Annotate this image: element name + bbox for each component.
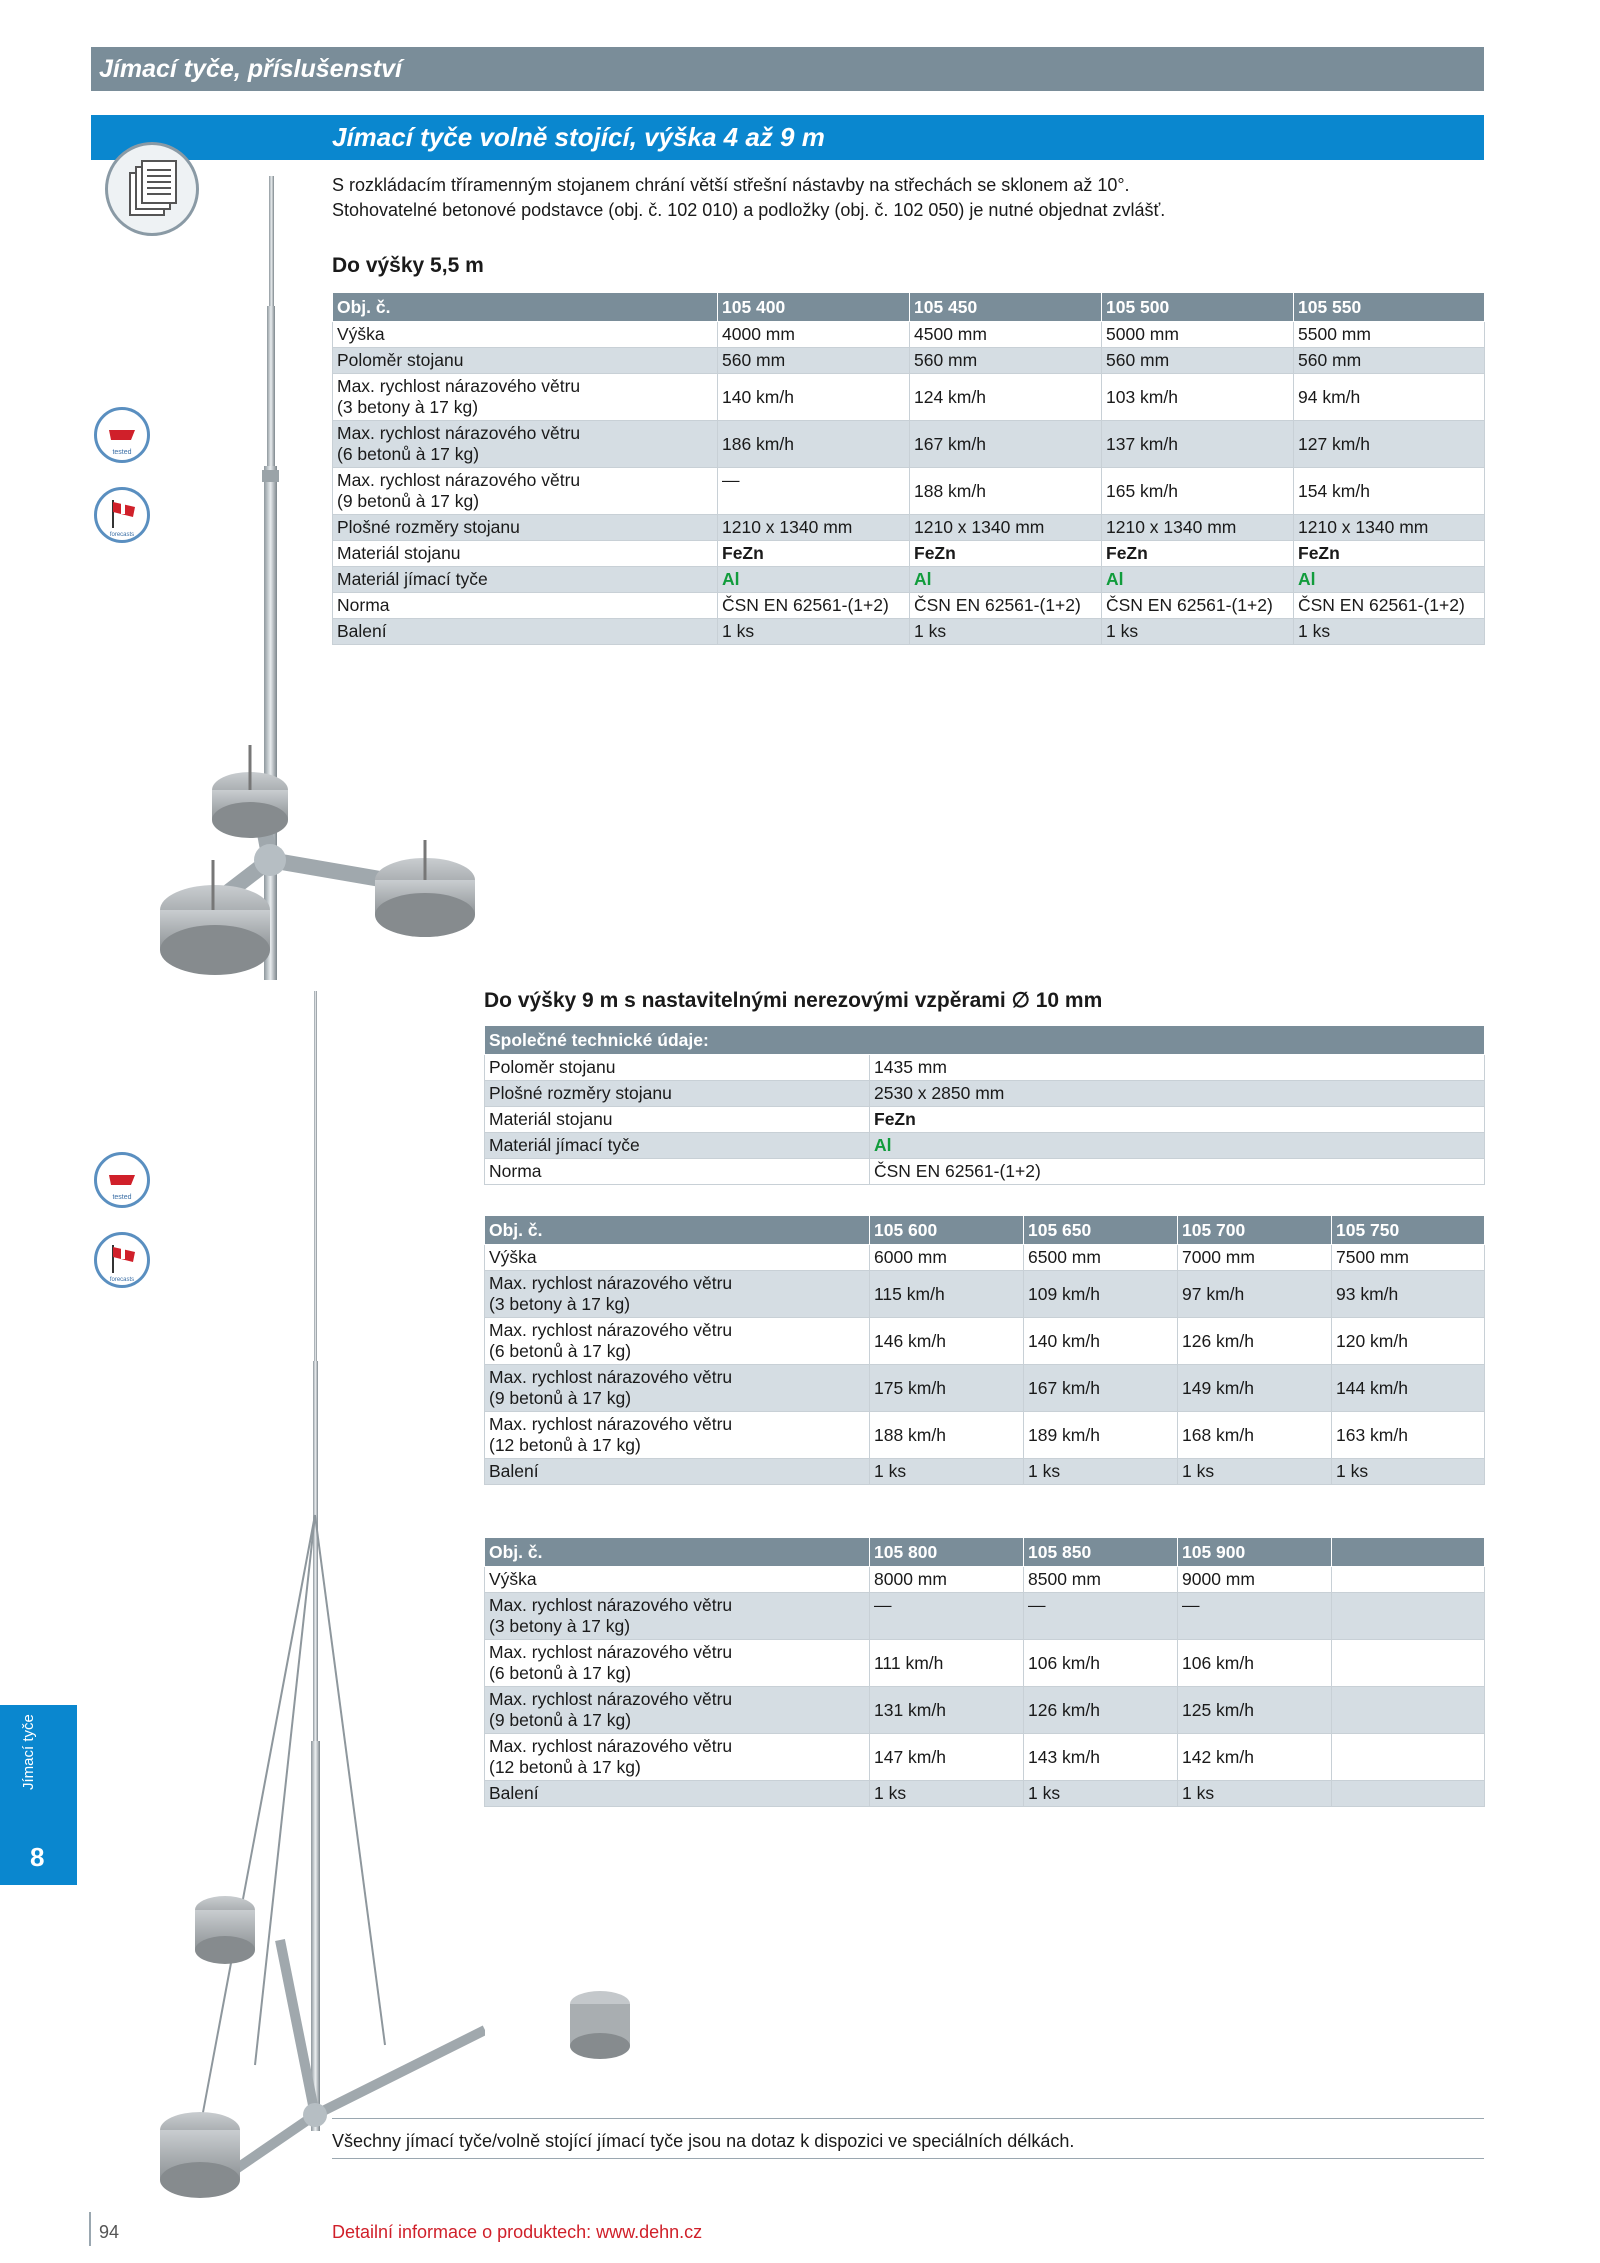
value-cell: 120 km/h <box>1332 1318 1485 1365</box>
value-cell <box>1332 1687 1485 1734</box>
windsock-badge-icon <box>94 1232 150 1288</box>
table-header-cell: 105 400 <box>718 293 910 322</box>
tested-badge-icon <box>94 407 150 463</box>
table-header-cell: 105 500 <box>1102 293 1294 322</box>
value-cell: 1210 x 1340 mm <box>718 515 910 541</box>
value-cell: — <box>1024 1593 1178 1640</box>
value-cell: 168 km/h <box>1178 1412 1332 1459</box>
table1-heading: Do výšky 5,5 m <box>332 254 484 277</box>
value-cell: 146 km/h <box>870 1318 1024 1365</box>
table-header-cell: 105 550 <box>1294 293 1485 322</box>
value-cell: 560 mm <box>1102 348 1294 374</box>
value-cell: 1 ks <box>1102 619 1294 645</box>
table-row <box>485 1133 1485 1159</box>
value-cell: 1435 mm <box>870 1055 1485 1081</box>
table-row <box>485 1271 1485 1318</box>
value-cell: Al <box>1102 567 1294 593</box>
row-label-cell: Balení <box>485 1459 870 1485</box>
table-row <box>485 1159 1485 1185</box>
row-label-cell: Max. rychlost nárazového větru (6 betonů à 17 kg) <box>333 421 718 468</box>
value-cell: 4500 mm <box>910 322 1102 348</box>
row-label-cell: Výška <box>485 1567 870 1593</box>
value-cell: 6000 mm <box>870 1245 1024 1271</box>
table-header-row <box>485 1216 1485 1245</box>
value-cell: 1 ks <box>870 1459 1024 1485</box>
table-row <box>485 1459 1485 1485</box>
value-cell <box>1332 1734 1485 1781</box>
table-row <box>333 515 1485 541</box>
table2-heading: Do výšky 9 m s nastavitelnými nerezovými vzpěrami ∅ 10 mm <box>484 989 1103 1012</box>
table-header-row <box>485 1026 1485 1055</box>
value-cell: 109 km/h <box>1024 1271 1178 1318</box>
value-cell: ČSN EN 62561-(1+2) <box>718 593 910 619</box>
table-row <box>333 468 1485 515</box>
value-cell: 1 ks <box>910 619 1102 645</box>
value-cell: 103 km/h <box>1102 374 1294 421</box>
value-cell: 140 km/h <box>1024 1318 1178 1365</box>
value-cell: ČSN EN 62561-(1+2) <box>1294 593 1485 619</box>
value-cell: 1210 x 1340 mm <box>1294 515 1485 541</box>
table-row <box>333 567 1485 593</box>
value-cell: 115 km/h <box>870 1271 1024 1318</box>
table-row <box>333 593 1485 619</box>
table-row <box>485 1412 1485 1459</box>
row-label-cell: Materiál stojanu <box>333 541 718 567</box>
value-cell: 8500 mm <box>1024 1567 1178 1593</box>
value-cell: 560 mm <box>1294 348 1485 374</box>
value-cell: 6500 mm <box>1024 1245 1178 1271</box>
row-label-cell: Max. rychlost nárazového větru (6 betonů à 17 kg) <box>485 1640 870 1687</box>
table-header-cell: 105 800 <box>870 1538 1024 1567</box>
table-row <box>485 1734 1485 1781</box>
spec-table-5-5m <box>332 292 1485 645</box>
spec-table-6-7-5m <box>484 1215 1485 1485</box>
table-header-row <box>485 1538 1485 1567</box>
row-label-cell: Balení <box>485 1781 870 1807</box>
row-label-cell: Materiál stojanu <box>485 1107 870 1133</box>
intro-line-1: S rozkládacím tříramenným stojanem chrání větší střešní nástavby na střechách se sklonem až 10°. <box>332 175 1130 195</box>
table-row <box>485 1593 1485 1640</box>
row-label-cell: Max. rychlost nárazového větru (9 betonů à 17 kg) <box>485 1687 870 1734</box>
row-label-cell: Max. rychlost nárazového větru (3 betony à 17 kg) <box>485 1271 870 1318</box>
footnote-divider-bottom <box>332 2158 1484 2159</box>
value-cell: FeZn <box>870 1107 1485 1133</box>
value-cell: 167 km/h <box>910 421 1102 468</box>
value-cell: 106 km/h <box>1178 1640 1332 1687</box>
row-label-cell: Norma <box>485 1159 870 1185</box>
table-row <box>485 1781 1485 1807</box>
table-row <box>485 1318 1485 1365</box>
value-cell: 106 km/h <box>1024 1640 1178 1687</box>
row-label-cell: Max. rychlost nárazového větru (12 betonů à 17 kg) <box>485 1412 870 1459</box>
section-title: Jímací tyče, příslušenství <box>91 47 1484 91</box>
value-cell: 8000 mm <box>870 1567 1024 1593</box>
row-label-cell: Plošné rozměry stojanu <box>485 1081 870 1107</box>
value-cell: 93 km/h <box>1332 1271 1485 1318</box>
value-cell: 131 km/h <box>870 1687 1024 1734</box>
product-title: Jímací tyče volně stojící, výška 4 až 9 m <box>332 122 825 152</box>
value-cell: Al <box>910 567 1102 593</box>
value-cell: ČSN EN 62561-(1+2) <box>1102 593 1294 619</box>
table-row <box>485 1081 1485 1107</box>
row-label-cell: Poloměr stojanu <box>485 1055 870 1081</box>
value-cell: 163 km/h <box>1332 1412 1485 1459</box>
value-cell: 7000 mm <box>1178 1245 1332 1271</box>
table-row <box>333 619 1485 645</box>
value-cell: — <box>870 1593 1024 1640</box>
table-row <box>333 374 1485 421</box>
table-row <box>485 1245 1485 1271</box>
row-label-cell: Poloměr stojanu <box>333 348 718 374</box>
row-label-cell: Max. rychlost nárazového větru (3 betony à 17 kg) <box>333 374 718 421</box>
table-row <box>333 322 1485 348</box>
spec-table-8-9m <box>484 1537 1485 1807</box>
value-cell: 94 km/h <box>1294 374 1485 421</box>
row-label-cell: Max. rychlost nárazového větru (12 betonů à 17 kg) <box>485 1734 870 1781</box>
value-cell: 7500 mm <box>1332 1245 1485 1271</box>
row-label-cell: Balení <box>333 619 718 645</box>
table-header-cell: 105 700 <box>1178 1216 1332 1245</box>
value-cell: 189 km/h <box>1024 1412 1178 1459</box>
value-cell: 1 ks <box>1178 1459 1332 1485</box>
value-cell: 143 km/h <box>1024 1734 1178 1781</box>
row-label-cell: Plošné rozměry stojanu <box>333 515 718 541</box>
table-header-cell: 105 650 <box>1024 1216 1178 1245</box>
value-cell: 1 ks <box>1024 1781 1178 1807</box>
chapter-tab-label: Jímací tyče <box>20 1714 37 1790</box>
value-cell: 188 km/h <box>870 1412 1024 1459</box>
table-header-cell: Obj. č. <box>485 1538 870 1567</box>
table-row <box>485 1640 1485 1687</box>
value-cell: 1 ks <box>718 619 910 645</box>
tested-badge-label: tested <box>112 449 132 456</box>
forecasts-badge-label: forecasts <box>109 532 135 538</box>
chapter-number: 8 <box>30 1842 45 1872</box>
value-cell: Al <box>870 1133 1485 1159</box>
value-cell: 97 km/h <box>1178 1271 1332 1318</box>
footnote: Všechny jímací tyče/volně stojící jímací tyče jsou na dotaz k dispozici ve speciálních délkách. <box>332 2131 1075 2151</box>
value-cell: Al <box>1294 567 1485 593</box>
footnote-divider <box>332 2118 1484 2119</box>
table-row <box>485 1107 1485 1133</box>
table-row <box>485 1055 1485 1081</box>
value-cell: FeZn <box>910 541 1102 567</box>
value-cell: 111 km/h <box>870 1640 1024 1687</box>
row-label-cell: Max. rychlost nárazového větru (9 betonů à 17 kg) <box>333 468 718 515</box>
table-header-cell: 105 900 <box>1178 1538 1332 1567</box>
value-cell: 560 mm <box>910 348 1102 374</box>
value-cell: 2530 x 2850 mm <box>870 1081 1485 1107</box>
windsock-badge-icon <box>94 487 150 543</box>
table-row <box>333 421 1485 468</box>
row-label-cell: Max. rychlost nárazového větru (3 betony à 17 kg) <box>485 1593 870 1640</box>
footer-product-info-link[interactable]: Detailní informace o produktech: www.dehn.cz <box>332 2222 703 2242</box>
value-cell: 167 km/h <box>1024 1365 1178 1412</box>
intro-text <box>332 173 1472 223</box>
value-cell: FeZn <box>718 541 910 567</box>
value-cell: — <box>718 468 910 515</box>
value-cell: FeZn <box>1102 541 1294 567</box>
value-cell: 124 km/h <box>910 374 1102 421</box>
value-cell: 5000 mm <box>1102 322 1294 348</box>
row-label-cell: Max. rychlost nárazového větru (6 betonů à 17 kg) <box>485 1318 870 1365</box>
value-cell: 1210 x 1340 mm <box>1102 515 1294 541</box>
intro-line-2: Stohovatelné betonové podstavce (obj. č. 102 010) a podložky (obj. č. 102 050) je nutné objednat zvlášť. <box>332 200 1166 220</box>
common-specs-table <box>484 1025 1485 1185</box>
tested-badge-label: tested <box>112 1194 132 1201</box>
value-cell: 188 km/h <box>910 468 1102 515</box>
row-label-cell: Norma <box>333 593 718 619</box>
table-row <box>333 348 1485 374</box>
value-cell: Al <box>718 567 910 593</box>
table-header-cell: Obj. č. <box>333 293 718 322</box>
tested-badge-icon <box>94 1152 150 1208</box>
table-header-cell: 105 750 <box>1332 1216 1485 1245</box>
value-cell: 165 km/h <box>1102 468 1294 515</box>
value-cell: 5500 mm <box>1294 322 1485 348</box>
value-cell: 154 km/h <box>1294 468 1485 515</box>
value-cell: 175 km/h <box>870 1365 1024 1412</box>
value-cell: 149 km/h <box>1178 1365 1332 1412</box>
value-cell: 127 km/h <box>1294 421 1485 468</box>
concrete-base-image <box>560 1990 640 2070</box>
table-header-row <box>333 293 1485 322</box>
value-cell: 186 km/h <box>718 421 910 468</box>
value-cell <box>1332 1640 1485 1687</box>
table-header-cell: Společné technické údaje: <box>485 1026 1485 1055</box>
value-cell: 144 km/h <box>1332 1365 1485 1412</box>
table-row <box>333 541 1485 567</box>
row-label-cell: Materiál jímací tyče <box>485 1133 870 1159</box>
value-cell: 125 km/h <box>1178 1687 1332 1734</box>
value-cell: 147 km/h <box>870 1734 1024 1781</box>
row-label-cell: Výška <box>485 1245 870 1271</box>
value-cell: 1 ks <box>870 1781 1024 1807</box>
value-cell: 1210 x 1340 mm <box>910 515 1102 541</box>
table-header-cell: Obj. č. <box>485 1216 870 1245</box>
table-header-cell: 105 450 <box>910 293 1102 322</box>
value-cell: 1 ks <box>1294 619 1485 645</box>
value-cell: 1 ks <box>1332 1459 1485 1485</box>
value-cell <box>1332 1593 1485 1640</box>
value-cell <box>1332 1781 1485 1807</box>
row-label-cell: Materiál jímací tyče <box>333 567 718 593</box>
value-cell: — <box>1178 1593 1332 1640</box>
table-header-cell: 105 600 <box>870 1216 1024 1245</box>
value-cell <box>1332 1567 1485 1593</box>
value-cell: ČSN EN 62561-(1+2) <box>910 593 1102 619</box>
table-header-cell: 105 850 <box>1024 1538 1178 1567</box>
value-cell: 140 km/h <box>718 374 910 421</box>
table-row <box>485 1365 1485 1412</box>
value-cell: ČSN EN 62561-(1+2) <box>870 1159 1485 1185</box>
value-cell: 142 km/h <box>1178 1734 1332 1781</box>
value-cell: 126 km/h <box>1024 1687 1178 1734</box>
table-header-cell <box>1332 1538 1485 1567</box>
value-cell: 1 ks <box>1024 1459 1178 1485</box>
page-number-divider <box>89 2212 91 2246</box>
value-cell: 560 mm <box>718 348 910 374</box>
page-number: 94 <box>99 2222 120 2242</box>
forecasts-badge-label: forecasts <box>109 1277 135 1283</box>
value-cell: FeZn <box>1294 541 1485 567</box>
value-cell: 126 km/h <box>1178 1318 1332 1365</box>
value-cell: 1 ks <box>1178 1781 1332 1807</box>
row-label-cell: Výška <box>333 322 718 348</box>
table-row <box>485 1687 1485 1734</box>
value-cell: 9000 mm <box>1178 1567 1332 1593</box>
row-label-cell: Max. rychlost nárazového větru (9 betonů à 17 kg) <box>485 1365 870 1412</box>
table-row <box>485 1567 1485 1593</box>
value-cell: 137 km/h <box>1102 421 1294 468</box>
value-cell: 4000 mm <box>718 322 910 348</box>
